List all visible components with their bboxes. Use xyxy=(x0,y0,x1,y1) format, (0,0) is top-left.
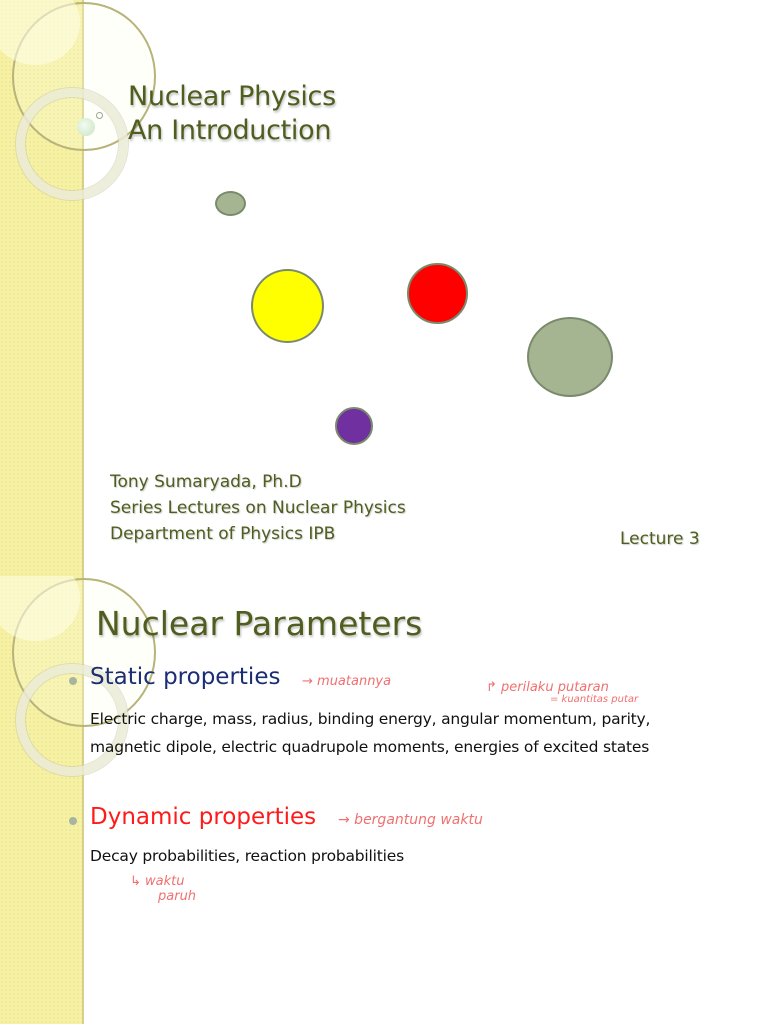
lecture-number: Lecture 3 xyxy=(620,529,700,549)
large-green-circle xyxy=(527,317,613,397)
department-name: Department of Physics IPB xyxy=(110,524,336,544)
handwritten-note-kuantitas-putar: = kuantitas putar xyxy=(550,694,639,705)
author-name: Tony Sumaryada, Ph.D xyxy=(110,472,302,492)
decorative-orb-small xyxy=(96,112,103,119)
sidebar-decoration xyxy=(0,576,84,1024)
static-properties-list xyxy=(90,705,650,761)
static-properties-heading: Static properties xyxy=(90,664,281,690)
slide-nuclear-parameters xyxy=(0,576,768,1024)
title-line-1: Nuclear Physics xyxy=(128,81,336,112)
slide-title-text: Nuclear Parameters xyxy=(96,604,423,643)
slide-title-text xyxy=(128,80,336,148)
decorative-glow xyxy=(0,0,80,65)
sidebar-decoration xyxy=(0,0,84,576)
handwritten-note-waktu: ↳ waktu xyxy=(130,874,185,889)
dynamic-properties-list xyxy=(90,842,404,870)
decorative-ring-white xyxy=(16,88,128,200)
handwritten-note-muatannya: → muatannya xyxy=(302,674,392,689)
series-name: Series Lectures on Nuclear Physics xyxy=(110,498,406,518)
static-line-2: magnetic dipole, electric quadrupole moments, energies of excited states xyxy=(90,738,650,756)
handwritten-note-perilaku-putaran: ↱ perilaku putaran xyxy=(486,680,609,695)
bullet-icon xyxy=(69,817,77,825)
purple-circle xyxy=(335,407,373,445)
yellow-circle xyxy=(251,269,324,343)
handwritten-note-paruh: paruh xyxy=(158,889,197,904)
handwritten-note-bergantung-waktu: → bergantung waktu xyxy=(338,812,483,828)
slide-subtitle xyxy=(110,469,406,547)
bullet-icon xyxy=(69,677,77,685)
red-circle xyxy=(407,263,468,324)
title-line-2: An Introduction xyxy=(128,115,332,146)
dynamic-line-1: Decay probabilities, reaction probabilities xyxy=(90,847,404,865)
dynamic-properties-heading: Dynamic properties xyxy=(90,804,317,830)
static-line-1: Electric charge, mass, radius, binding energy, angular momentum, parity, xyxy=(90,710,651,728)
decorative-glow xyxy=(0,576,80,641)
small-green-circle xyxy=(215,191,246,216)
